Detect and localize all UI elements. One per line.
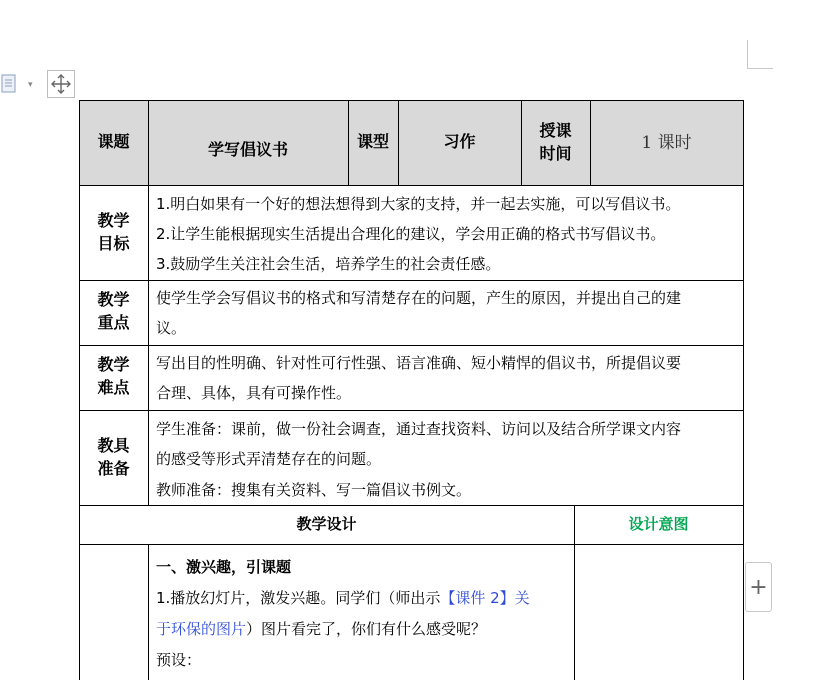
difficulties-line-2: 合理、具体，具有可操作性。 xyxy=(156,384,352,402)
table-border xyxy=(148,544,149,680)
topic-label: 课题 xyxy=(97,132,130,151)
design-line-2 xyxy=(156,614,486,644)
keypoints-label-line2: 重点 xyxy=(97,313,130,332)
goals-label-line2: 目标 xyxy=(97,234,130,253)
materials-line-1: 学生准备：课前，做一份社会调查，通过查找资料、访问以及结合所学课文内容 xyxy=(156,420,682,438)
courseware-link-continued[interactable]: 于环保的图片 xyxy=(156,620,247,638)
table-border xyxy=(79,100,744,101)
courseware-link[interactable]: 【课件 2】关 xyxy=(440,589,530,607)
difficulties-label-line2: 难点 xyxy=(97,378,130,397)
goal-item-2: 2.让学生能根据现实生活提出合理化的建议，学会用正确的格式书写倡议书。 xyxy=(156,225,666,243)
table-border xyxy=(79,280,744,281)
design-line-1-text: 1.播放幻灯片，激发兴趣。同学们（师出示 xyxy=(156,589,441,607)
topic-value: 学写倡议书 xyxy=(207,140,288,159)
design-line-1 xyxy=(156,583,530,613)
design-intent-title: 设计意图 xyxy=(628,515,689,533)
table-move-handle-icon[interactable] xyxy=(47,70,75,98)
section1-title: 一、激兴趣，引课题 xyxy=(156,558,292,576)
chevron-down-icon[interactable]: ▾ xyxy=(28,80,33,90)
goal-item-3: 3.鼓励学生关注社会生活，培养学生的社会责任感。 xyxy=(156,255,501,273)
table-border xyxy=(79,505,744,506)
goals-label-line1: 教学 xyxy=(97,211,130,230)
difficulties-label-line1: 教学 xyxy=(97,355,130,374)
materials-label-line2: 准备 xyxy=(97,459,130,478)
add-row-button[interactable]: + xyxy=(745,562,772,612)
period-label-line1: 授课 xyxy=(539,121,572,140)
page-corner-mark xyxy=(747,40,748,68)
period-value: 1 课时 xyxy=(641,133,692,153)
keypoints-line-1: 使学生学会写倡议书的格式和写清楚存在的问题，产生的原因，并提出自己的建 xyxy=(156,289,682,307)
design-line-3: 预设： xyxy=(156,651,202,669)
goal-item-1: 1.明白如果有一个好的想法想得到大家的支持，并一起去实施，可以写倡议书。 xyxy=(156,195,681,213)
table-border xyxy=(79,185,744,186)
keypoints-line-2: 议。 xyxy=(156,319,187,337)
design-title: 教学设计 xyxy=(296,515,357,533)
difficulties-line-1: 写出目的性明确、针对性可行性强、语言准确、短小精悍的倡议书，所提倡议要 xyxy=(156,354,682,372)
page-corner-mark-horizontal xyxy=(747,68,773,69)
table-border xyxy=(743,100,744,680)
document-icon[interactable] xyxy=(0,74,20,94)
design-line-2-text: ）图片看完了，你们有什么感受呢？ xyxy=(246,620,487,638)
period-label-line2: 时间 xyxy=(539,144,572,163)
materials-line-2: 的感受等形式弄清楚存在的问题。 xyxy=(156,450,382,468)
table-border xyxy=(79,410,744,411)
materials-line-3: 教师准备：搜集有关资料、写一篇倡议书例文。 xyxy=(156,481,472,499)
table-border xyxy=(79,345,744,346)
type-label: 课型 xyxy=(356,132,389,151)
type-value: 习作 xyxy=(443,132,476,151)
keypoints-label-line1: 教学 xyxy=(97,290,130,309)
table-border xyxy=(79,544,744,545)
materials-label-line1: 教具 xyxy=(97,436,130,455)
